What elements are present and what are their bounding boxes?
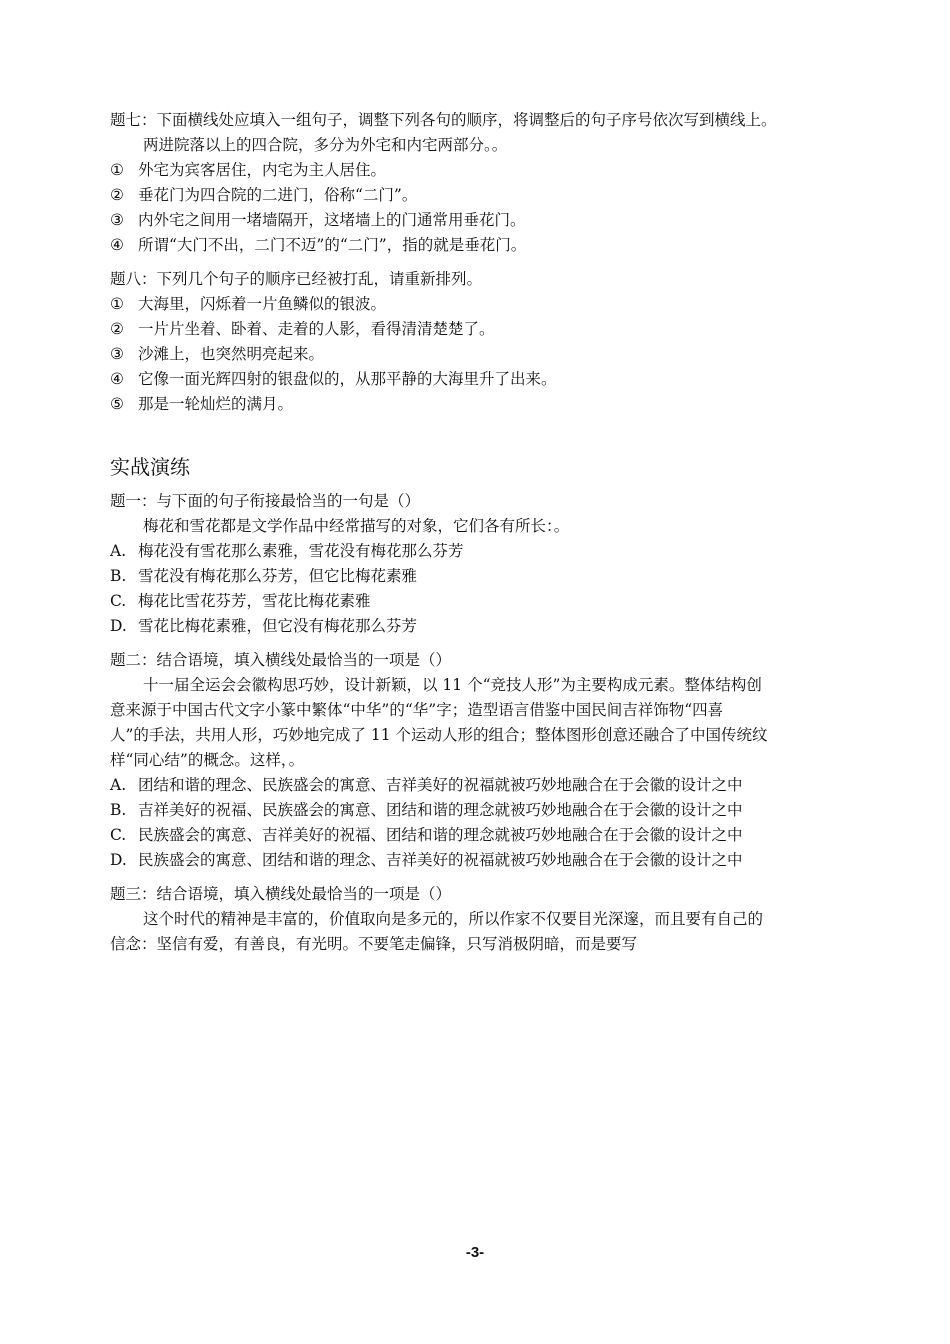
context-line: 人”的手法，共用人形，巧妙地完成了 11 个运动人形的组合；整体图形创意还融合了中国传统纹	[110, 726, 768, 744]
option-letter: A.	[110, 542, 127, 560]
option-item	[110, 589, 835, 614]
item-marker: ⑤	[110, 395, 124, 413]
option-item	[110, 823, 835, 848]
item-text: 垂花门为四合院的二进门，俗称“二门”。	[138, 186, 418, 204]
question-title: 题七：下面横线处应填入一组句子，调整下列各句的顺序，将调整后的句子序号依次写到横线上。	[110, 111, 777, 129]
option-text: 雪花比梅花素雅，但它没有梅花那么芬芳	[138, 617, 418, 635]
item-marker: ②	[110, 186, 124, 204]
option-item	[110, 798, 835, 823]
item-marker: ④	[110, 370, 124, 388]
option-letter: B.	[110, 567, 127, 585]
question-title: 题三：结合语境，填入横线处最恰当的一项是（）	[110, 885, 452, 903]
option-letter: C.	[110, 826, 127, 844]
option-item	[110, 848, 835, 873]
option-text: 梅花没有雪花那么素雅，雪花没有梅花那么芬芳	[138, 542, 464, 560]
page-number: -3-	[465, 1244, 485, 1261]
option-letter: D.	[110, 851, 127, 869]
item-text: 内外宅之间用一堵墙隔开，这堵墙上的门通常用垂花门。	[138, 211, 526, 229]
list-item	[110, 208, 835, 233]
option-text: 民族盛会的寓意、团结和谐的理念、吉祥美好的祝福就被巧妙地融合在于会徽的设计之中	[138, 851, 743, 869]
question-eight	[110, 267, 835, 417]
item-marker: ①	[110, 295, 124, 313]
context-line: 意来源于中国古代文字小篆中繁体“中华”的“华”字；造型语言借鉴中国民间吉祥饰物“四喜	[110, 701, 724, 719]
document-page	[110, 108, 835, 966]
question-title: 题一：与下面的句子衔接最恰当的一句是（）	[110, 492, 421, 510]
option-text: 吉祥美好的祝福、民族盛会的寓意、团结和谐的理念就被巧妙地融合在于会徽的设计之中	[138, 801, 743, 819]
item-marker: ④	[110, 236, 124, 254]
list-item	[110, 317, 835, 342]
option-text: 梅花比雪花芬芳，雪花比梅花素雅	[138, 592, 371, 610]
option-letter: C.	[110, 592, 127, 610]
item-marker: ③	[110, 345, 124, 363]
section-heading: 实战演练	[110, 455, 190, 479]
item-text: 所谓“大门不出，二门不迈”的“二门”，指的就是垂花门。	[138, 236, 527, 254]
list-item	[110, 233, 835, 258]
question-context: 梅花和雪花都是文学作品中经常描写的对象，它们各有所长：。	[143, 517, 570, 535]
context-line: 这个时代的精神是丰富的，价值取向是多元的，所以作家不仅要目光深邃，而且要有自己的	[143, 910, 764, 928]
practice-question-one	[110, 489, 835, 639]
list-item	[110, 392, 835, 417]
option-item	[110, 614, 835, 639]
item-text: 它像一面光辉四射的银盘似的，从那平静的大海里升了出来。	[138, 370, 557, 388]
item-text: 大海里，闪烁着一片鱼鳞似的银波。	[138, 295, 387, 313]
context-line: 样“同心结”的概念。这样，。	[110, 751, 305, 769]
option-item	[110, 564, 835, 589]
option-letter: D.	[110, 617, 127, 635]
option-text: 雪花没有梅花那么芬芳，但它比梅花素雅	[138, 567, 418, 585]
practice-question-two	[110, 648, 835, 873]
option-item	[110, 539, 835, 564]
question-context: 两进院落以上的四合院，多分为外宅和内宅两部分。。	[143, 136, 508, 154]
list-item	[110, 292, 835, 317]
item-text: 沙滩上，也突然明亮起来。	[138, 345, 325, 363]
context-line: 信念：坚信有爱，有善良，有光明。不要笔走偏锋，只写消极阴暗，而是要写	[110, 935, 638, 953]
list-item	[110, 158, 835, 183]
question-title: 题二：结合语境，填入横线处最恰当的一项是（）	[110, 651, 452, 669]
list-item	[110, 183, 835, 208]
item-marker: ①	[110, 161, 124, 179]
option-item	[110, 773, 835, 798]
list-item	[110, 367, 835, 392]
question-title: 题八：下列几个句子的顺序已经被打乱，请重新排列。	[110, 270, 483, 288]
item-text: 那是一轮灿烂的满月。	[138, 395, 294, 413]
question-seven	[110, 108, 835, 258]
option-letter: B.	[110, 801, 127, 819]
option-letter: A.	[110, 776, 127, 794]
item-text: 一片片坐着、卧着、走着的人影，看得清清楚楚了。	[138, 320, 495, 338]
option-text: 团结和谐的理念、民族盛会的寓意、吉祥美好的祝福就被巧妙地融合在于会徽的设计之中	[138, 776, 743, 794]
item-text: 外宅为宾客居住，内宅为主人居住。	[138, 161, 387, 179]
context-line: 十一届全运会会徽构思巧妙，设计新颖，以 11 个“竞技人形”为主要构成元素。整体结构创	[143, 676, 762, 694]
list-item	[110, 342, 835, 367]
item-marker: ②	[110, 320, 124, 338]
practice-question-three	[110, 882, 835, 957]
option-text: 民族盛会的寓意、吉祥美好的祝福、团结和谐的理念就被巧妙地融合在于会徽的设计之中	[138, 826, 743, 844]
item-marker: ③	[110, 211, 124, 229]
